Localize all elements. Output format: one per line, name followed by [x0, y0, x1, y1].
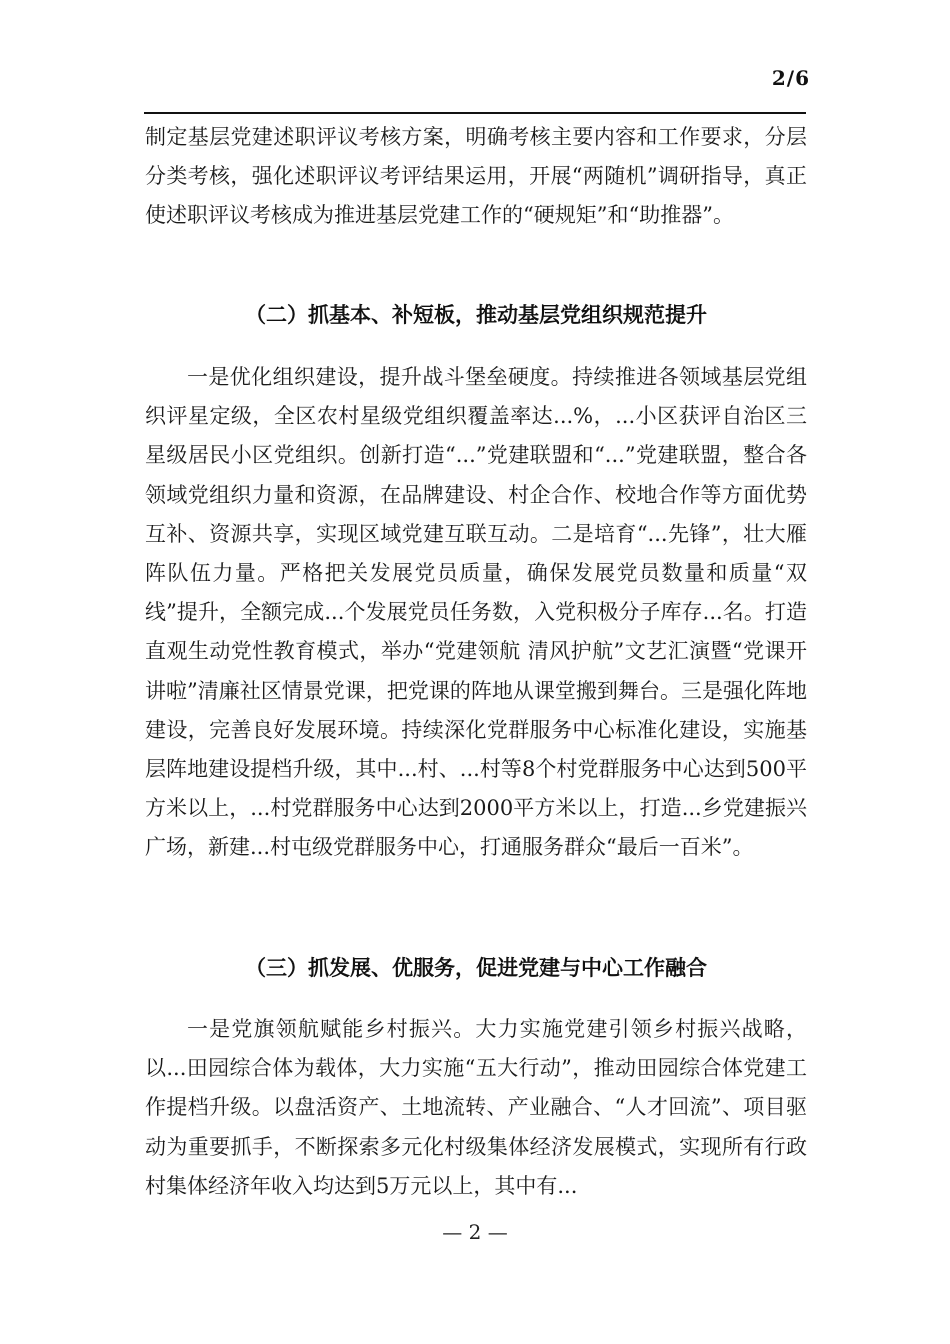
- header-rule: [144, 112, 806, 114]
- footer-page-number: — 2 —: [442, 1220, 508, 1244]
- section-heading-2: （二）抓基本、补短板，推动基层党组织规范提升: [245, 302, 707, 327]
- section-heading-3: （三）抓发展、优服务，促进党建与中心工作融合: [245, 955, 707, 980]
- paragraph-section-2: [145, 358, 807, 868]
- page-counter: 2/6: [771, 66, 810, 90]
- paragraph-text: 一是优化组织建设，提升战斗堡垒硬度。持续推进各领域基层党组织评星定级，全区农村星级党组织覆盖率达...%，...小区获评自治区三星级居民小区党组织。创新打造“...”党建联盟和“...”党建联盟，整合各领域党组织力量和资源，在品牌建设、村企合作、校地合作等方面优势互补、资源共享，实现区域党建互联互动。二是培育“...先锋”，壮大雁阵队伍力量。严格把关发展党员质量，确保发展党员数量和质量“双线”提升，全额完成...个发展党员任务数，入党积极分子库存...名。打造直观生动党性教育模式，举办“党建领航 清风护航”文艺汇演暨“党课开讲啦”清廉社区情景党课，把党课的阵地从课堂搬到舞台。三是强化阵地建设，完善良好发展环境。持续深化党群服务中心标准化建设，实施基层阵地建设提档升级，其中...村、...村等8个村党群服务中心达到500平方米以上，...村党群服务中心达到2000平方米以上，打造...乡党建振兴广场，新建...村屯级党群服务中心，打通服务群众“最后一百米”。: [145, 365, 807, 860]
- paragraph-continuation: [145, 118, 807, 236]
- paragraph-text: 一是党旗领航赋能乡村振兴。大力实施党建引领乡村振兴战略，以...田园综合体为载体，大力实施“五大行动”，推动田园综合体党建工作提档升级。以盘活资产、土地流转、产业融合、“人才回流”、项目驱动为重要抓手，不断探索多元化村级集体经济发展模式，实现所有行政村集体经济年收入均达到5万元以上，其中有...: [145, 1017, 807, 1198]
- paragraph-text: 制定基层党建述职评议考核方案，明确考核主要内容和工作要求，分层分类考核，强化述职评议考评结果运用，开展“两随机”调研指导，真正使述职评议考核成为推进基层党建工作的“硬规矩”和“助推器”。: [145, 125, 807, 228]
- paragraph-section-3: [145, 1010, 807, 1206]
